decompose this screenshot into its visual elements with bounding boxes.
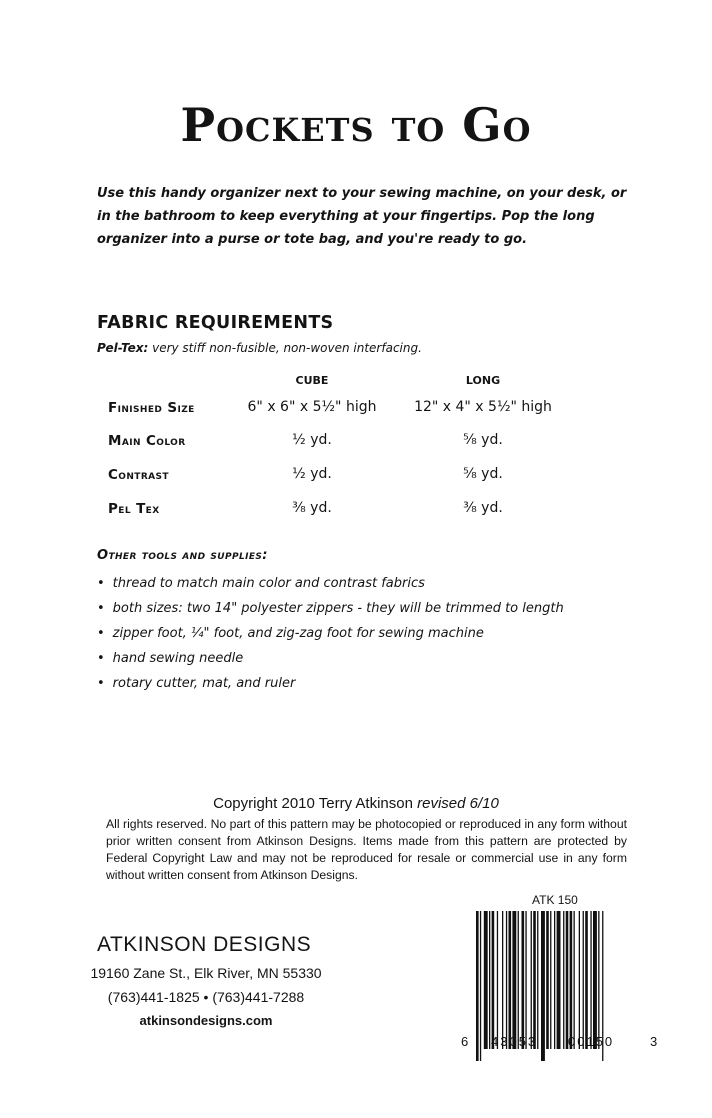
barcode-bar bbox=[563, 911, 564, 1049]
list-item: • zipper foot, ¼" foot, and zig-zag foot for sewing machine bbox=[97, 621, 564, 646]
barcode-bar bbox=[480, 911, 481, 1061]
row-label-main-color: Main Color bbox=[108, 433, 186, 449]
list-item: • hand sewing needle bbox=[97, 646, 564, 671]
peltex-note bbox=[97, 341, 422, 355]
company-name: ATKINSON DESIGNS bbox=[97, 933, 312, 956]
barcode-bar bbox=[489, 911, 490, 1049]
barcode-bar bbox=[550, 911, 551, 1049]
barcode-bar bbox=[492, 911, 495, 1049]
cell-contrast-long: ⁵⁄₈ yd. bbox=[463, 466, 503, 482]
intro-paragraph: Use this handy organizer next to your sewing machine, on your desk, or in the bathroom to keep everything at your fingertips. Pop the long organizer into a purse or tote bag, and you're ready to go. bbox=[97, 186, 627, 247]
barcode-digits-group2: 00150 bbox=[568, 1034, 615, 1049]
barcode-bar bbox=[531, 911, 532, 1049]
barcode-bar bbox=[506, 911, 507, 1049]
column-header-cube: CUBE bbox=[295, 374, 329, 387]
barcode-bar bbox=[484, 911, 488, 1049]
barcode-bar bbox=[476, 911, 479, 1061]
barcode-digits-group1: 43053 bbox=[491, 1034, 538, 1049]
list-item: • thread to match main color and contrast fabrics bbox=[97, 571, 564, 596]
copyright-line bbox=[0, 795, 712, 812]
cell-contrast-cube: ½ yd. bbox=[292, 466, 332, 482]
barcode-bar bbox=[574, 911, 575, 1049]
fabric-requirements-heading: FABRIC REQUIREMENTS bbox=[97, 313, 334, 333]
barcode-bar bbox=[579, 911, 580, 1049]
barcode-bar bbox=[593, 911, 597, 1049]
barcode-bar bbox=[502, 911, 503, 1049]
row-label-pel-tex: Pel Tex bbox=[108, 501, 160, 517]
company-website[interactable]: atkinsondesigns.com bbox=[139, 1013, 273, 1028]
barcode-bar bbox=[585, 911, 588, 1049]
peltex-note-text: very stiff non-fusible, non-woven interfacing. bbox=[152, 341, 422, 355]
barcode-bar bbox=[554, 911, 555, 1049]
peltex-note-label: Pel-Tex: bbox=[97, 341, 149, 355]
barcode-digit-first: 6 bbox=[461, 1034, 469, 1049]
cell-main-color-long: ⁵⁄₈ yd. bbox=[463, 432, 503, 448]
barcode-bar bbox=[537, 911, 538, 1049]
cell-pel-tex-cube: ³⁄₈ yd. bbox=[292, 500, 332, 516]
company-address: 19160 Zane St., Elk River, MN 55330 bbox=[90, 965, 322, 981]
legal-notice: All rights reserved. No part of this pattern may be photocopied or reproduced in any form without prior written consent from Atkinson Designs. Items made from this pattern are protected by Federal Copyright Law and may not be reproduced for resale or commercial use in any form without written consent from Atkinson Designs. bbox=[106, 817, 627, 882]
cell-main-color-cube: ½ yd. bbox=[292, 432, 332, 448]
tools-list bbox=[97, 571, 564, 696]
barcode-bar bbox=[522, 911, 525, 1049]
row-label-contrast: Contrast bbox=[108, 467, 169, 483]
barcode-bar bbox=[512, 911, 516, 1049]
cell-finished-size-long: 12" x 4" x 5½" high bbox=[414, 399, 552, 415]
tools-heading: Other tools and supplies: bbox=[97, 548, 268, 563]
revised-date: revised 6/10 bbox=[417, 795, 499, 812]
barcode-bar bbox=[525, 911, 526, 1049]
product-code: ATK 150 bbox=[532, 893, 578, 907]
barcode-bar bbox=[590, 911, 591, 1049]
barcode-digit-last: 3 bbox=[650, 1034, 658, 1049]
barcode-bar bbox=[518, 911, 519, 1049]
barcode-bar bbox=[583, 911, 584, 1049]
barcode-bar bbox=[598, 911, 599, 1049]
row-label-finished-size: Finished Size bbox=[108, 400, 195, 416]
barcode-bar bbox=[533, 911, 536, 1049]
barcode-bar bbox=[546, 911, 549, 1049]
barcode-bar bbox=[509, 911, 512, 1049]
copyright-text: Copyright 2010 Terry Atkinson bbox=[213, 795, 413, 812]
barcode-bar bbox=[541, 911, 545, 1061]
list-item: • rotary cutter, mat, and ruler bbox=[97, 671, 564, 696]
barcode-bar bbox=[557, 911, 561, 1049]
company-phones: (763)441-1825 • (763)441-7288 bbox=[107, 989, 305, 1005]
barcode-bar bbox=[566, 911, 569, 1049]
list-item: • both sizes: two 14" polyester zippers - they will be trimmed to length bbox=[97, 596, 564, 621]
cell-finished-size-cube: 6" x 6" x 5½" high bbox=[247, 399, 377, 415]
page-title: Pockets to Go bbox=[180, 98, 532, 152]
barcode-bar bbox=[497, 911, 498, 1049]
cell-pel-tex-long: ³⁄₈ yd. bbox=[463, 500, 503, 516]
barcode-bar bbox=[570, 911, 573, 1049]
column-header-long: LONG bbox=[465, 374, 501, 387]
